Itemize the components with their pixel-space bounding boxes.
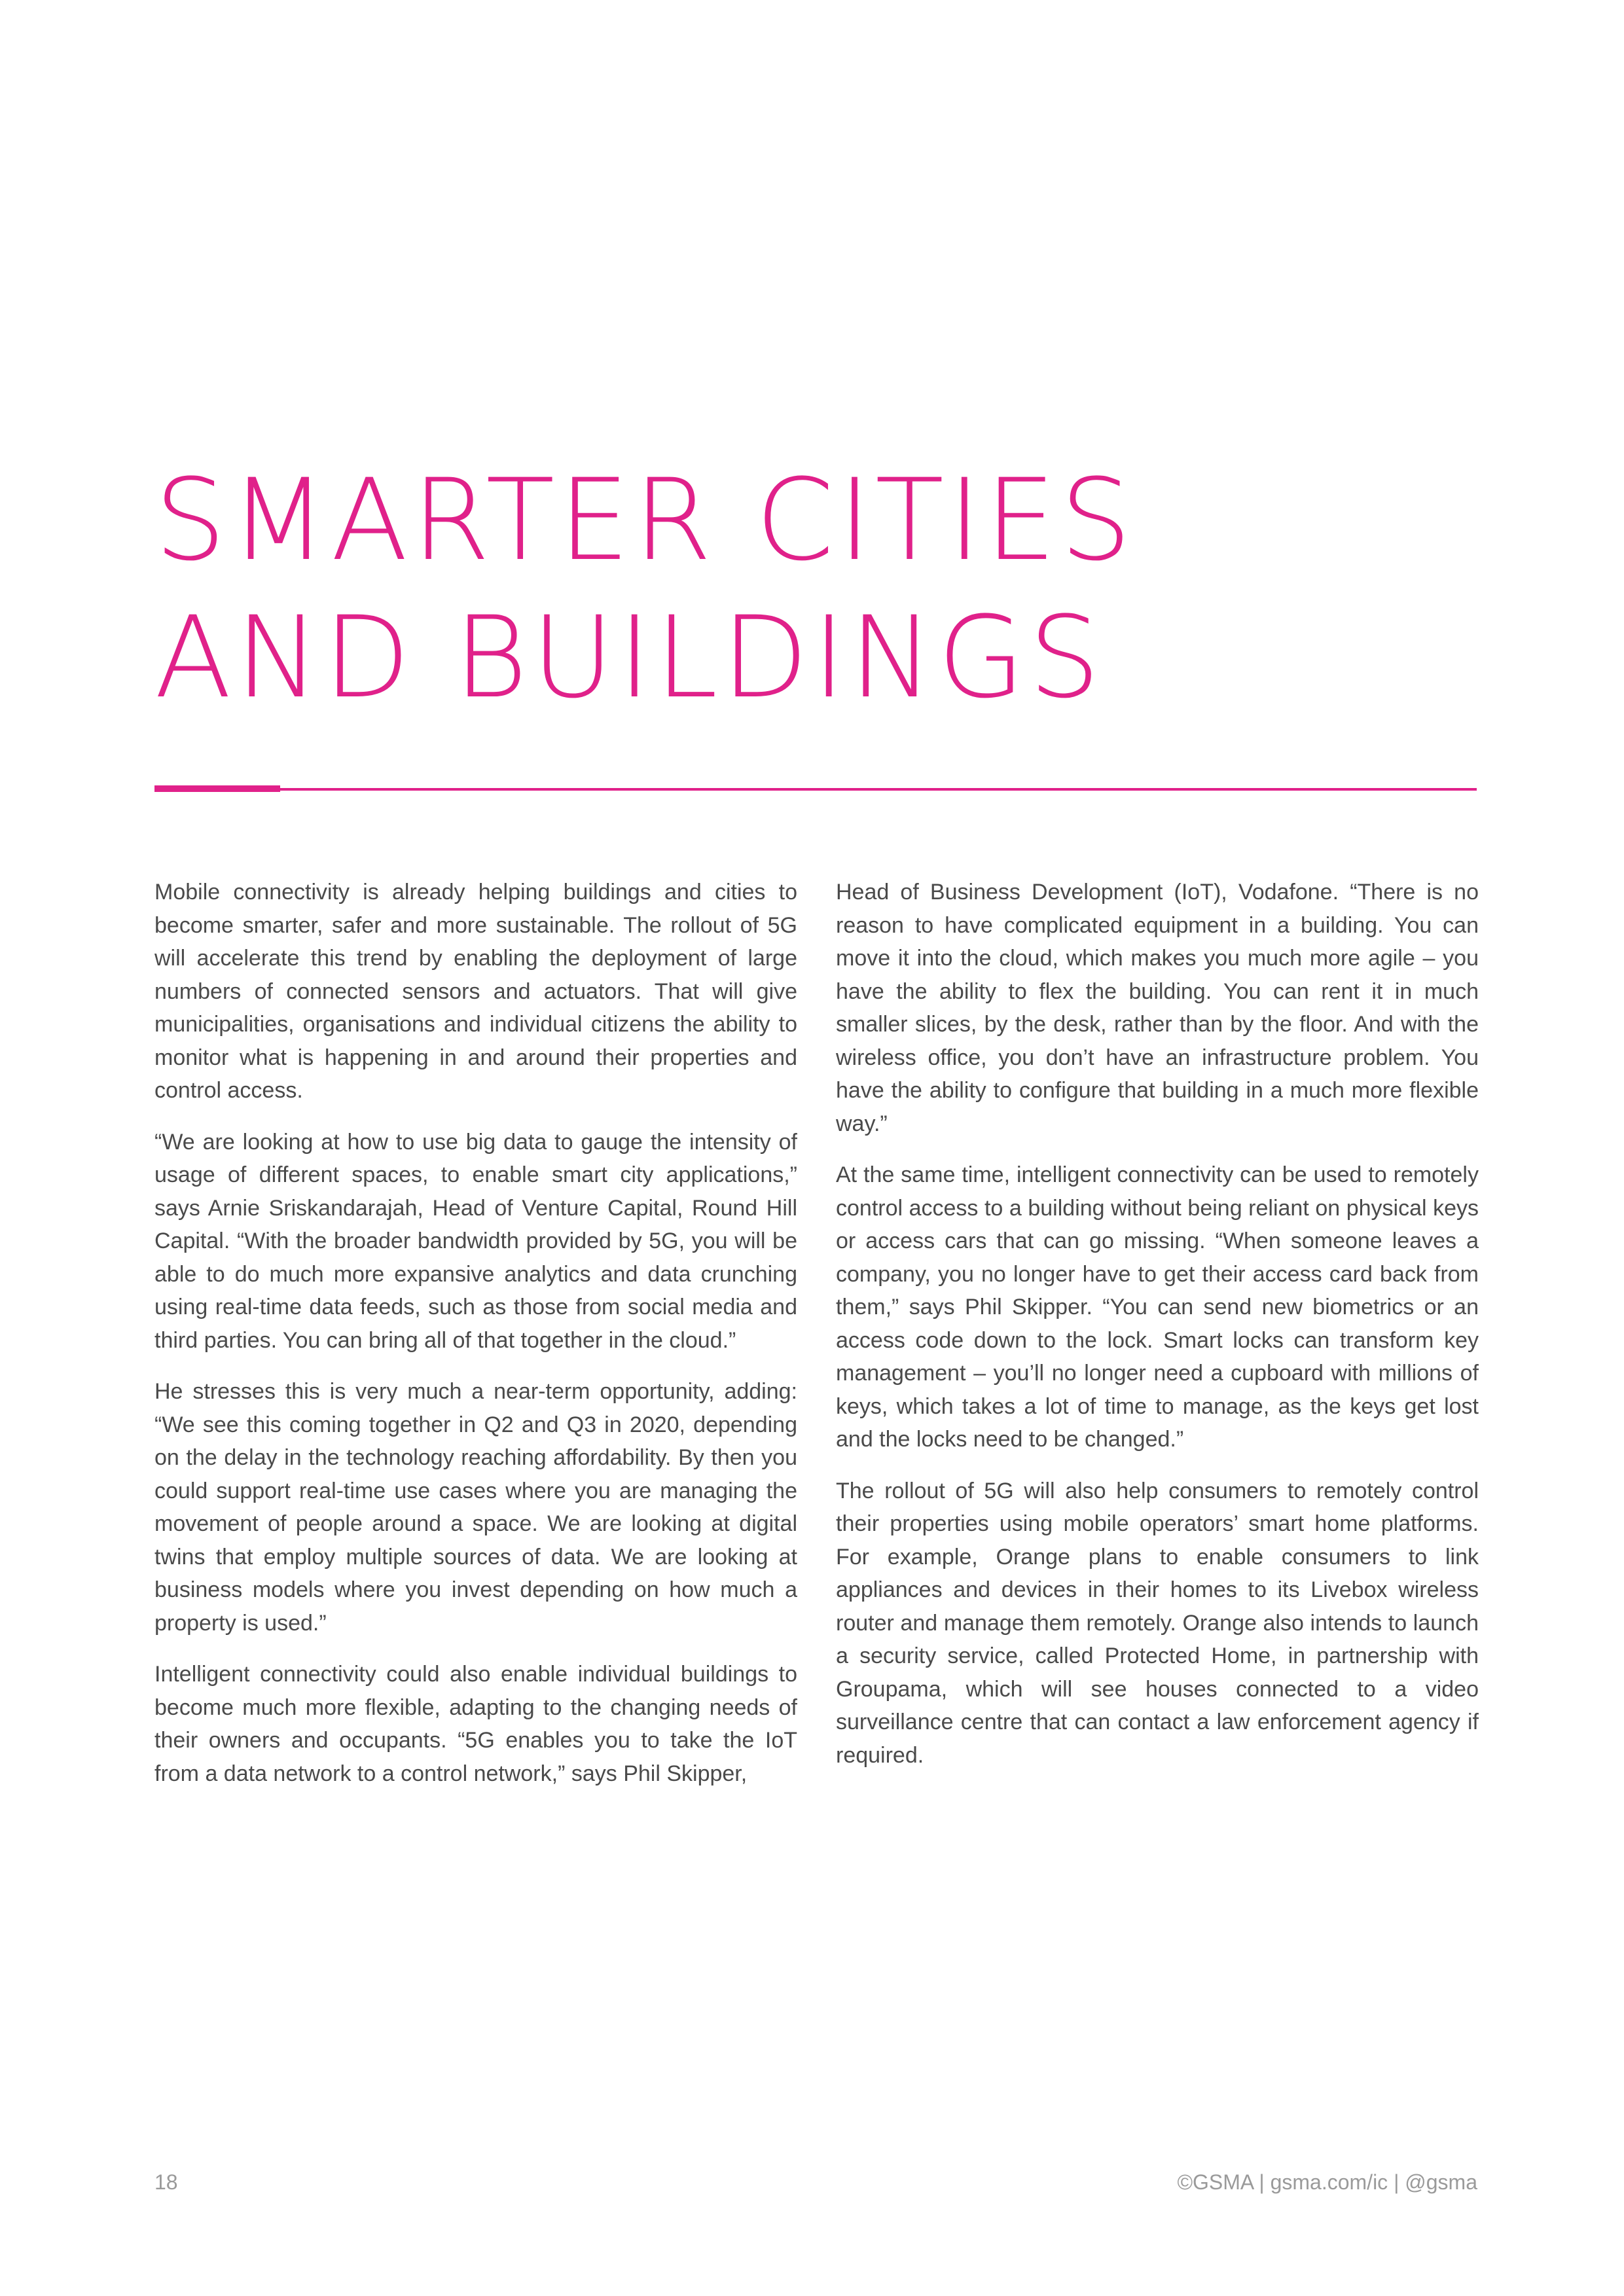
page-title [154,452,1490,726]
left-column [154,876,797,1808]
body-paragraph: Head of Business Development (IoT), Vodafone. “There is no reason to have complicated equipment in a building. You can move it into the cloud, which makes you much more agile – you have the ability to flex the building. You can rent it in much smaller slices, by the desk, rather than by the floor. And with the wireless office, you don’t have an infrastructure problem. You have the ability to configure that building in a much more flexible way.” [836,880,1479,1136]
body-paragraph: “We are looking at how to use big data to gauge the intensity of usage of different spaces, to enable smart city applications,” says Arnie Sriskandarajah, Head of Venture Capital, Round Hill Capital. “With the broader bandwidth provided by 5G, you will be able to do much more expansive analytics and data crunching using real-time data feeds, such as those from social media and third parties. You can bring all of that together in the cloud.” [154,1129,797,1353]
right-column [836,876,1479,1790]
body-paragraph: The rollout of 5G will also help consumers to remotely control their properties using mobile operators’ smart home platforms. For example, Orange plans to enable consumers to link appliances and devices in their homes to its Livebox wireless router and manage them remotely. Orange also intends to launch a security service, called Protected Home, in partnership with Groupama, which will see houses connected to a video surveillance centre that can contact a law enforcement agency if required. [836,1478,1479,1768]
body-paragraph: He stresses this is very much a near-term opportunity, adding: “We see this coming together in Q2 and Q3 in 2020, depending on the delay in the technology reaching affordability. By then you could support real-time use cases where you are managing the movement of people around a space. We are looking at digital twins that employ multiple sources of data. We are looking at business models where you invest depending on how much a property is used.” [154,1379,797,1636]
body-paragraph: At the same time, intelligent connectivity can be used to remotely control access to a building without being reliant on physical keys or access cars that can go missing. “When someone leaves a company, you no longer have to get their access card back from them,” says Phil Skipper. “You can send new biometrics or an access code down to the lock. Smart locks can transform key management – you’ll no longer need a cupboard with millions of keys, which takes a lot of time to manage, as the keys get lost and the locks need to be changed.” [836,1162,1479,1452]
title-divider [154,788,1477,791]
page-number: 18 [154,2170,178,2194]
title-divider-accent [154,785,280,792]
body-paragraph: Mobile connectivity is already helping buildings and cities to become smarter, safer and more sustainable. The rollout of 5G will accelerate this trend by enabling the deployment of large numbers of connected sensors and actuators. That will give municipalities, organisations and individual citizens the ability to monitor what is happening in and around their properties and control access. [154,880,797,1103]
body-paragraph: Intelligent connectivity could also enable individual buildings to become much more flexible, adapting to the changing needs of their owners and occupants. “5G enables you to take the IoT from a data network to a control network,” says Phil Skipper, [154,1662,797,1786]
footer-credit: ©GSMA | gsma.com/ic | @gsma [1177,2170,1477,2194]
page-title-line-2: AND BUILDINGS [154,592,1104,723]
page-title-line-1: SMARTER CITIES [154,454,1136,586]
